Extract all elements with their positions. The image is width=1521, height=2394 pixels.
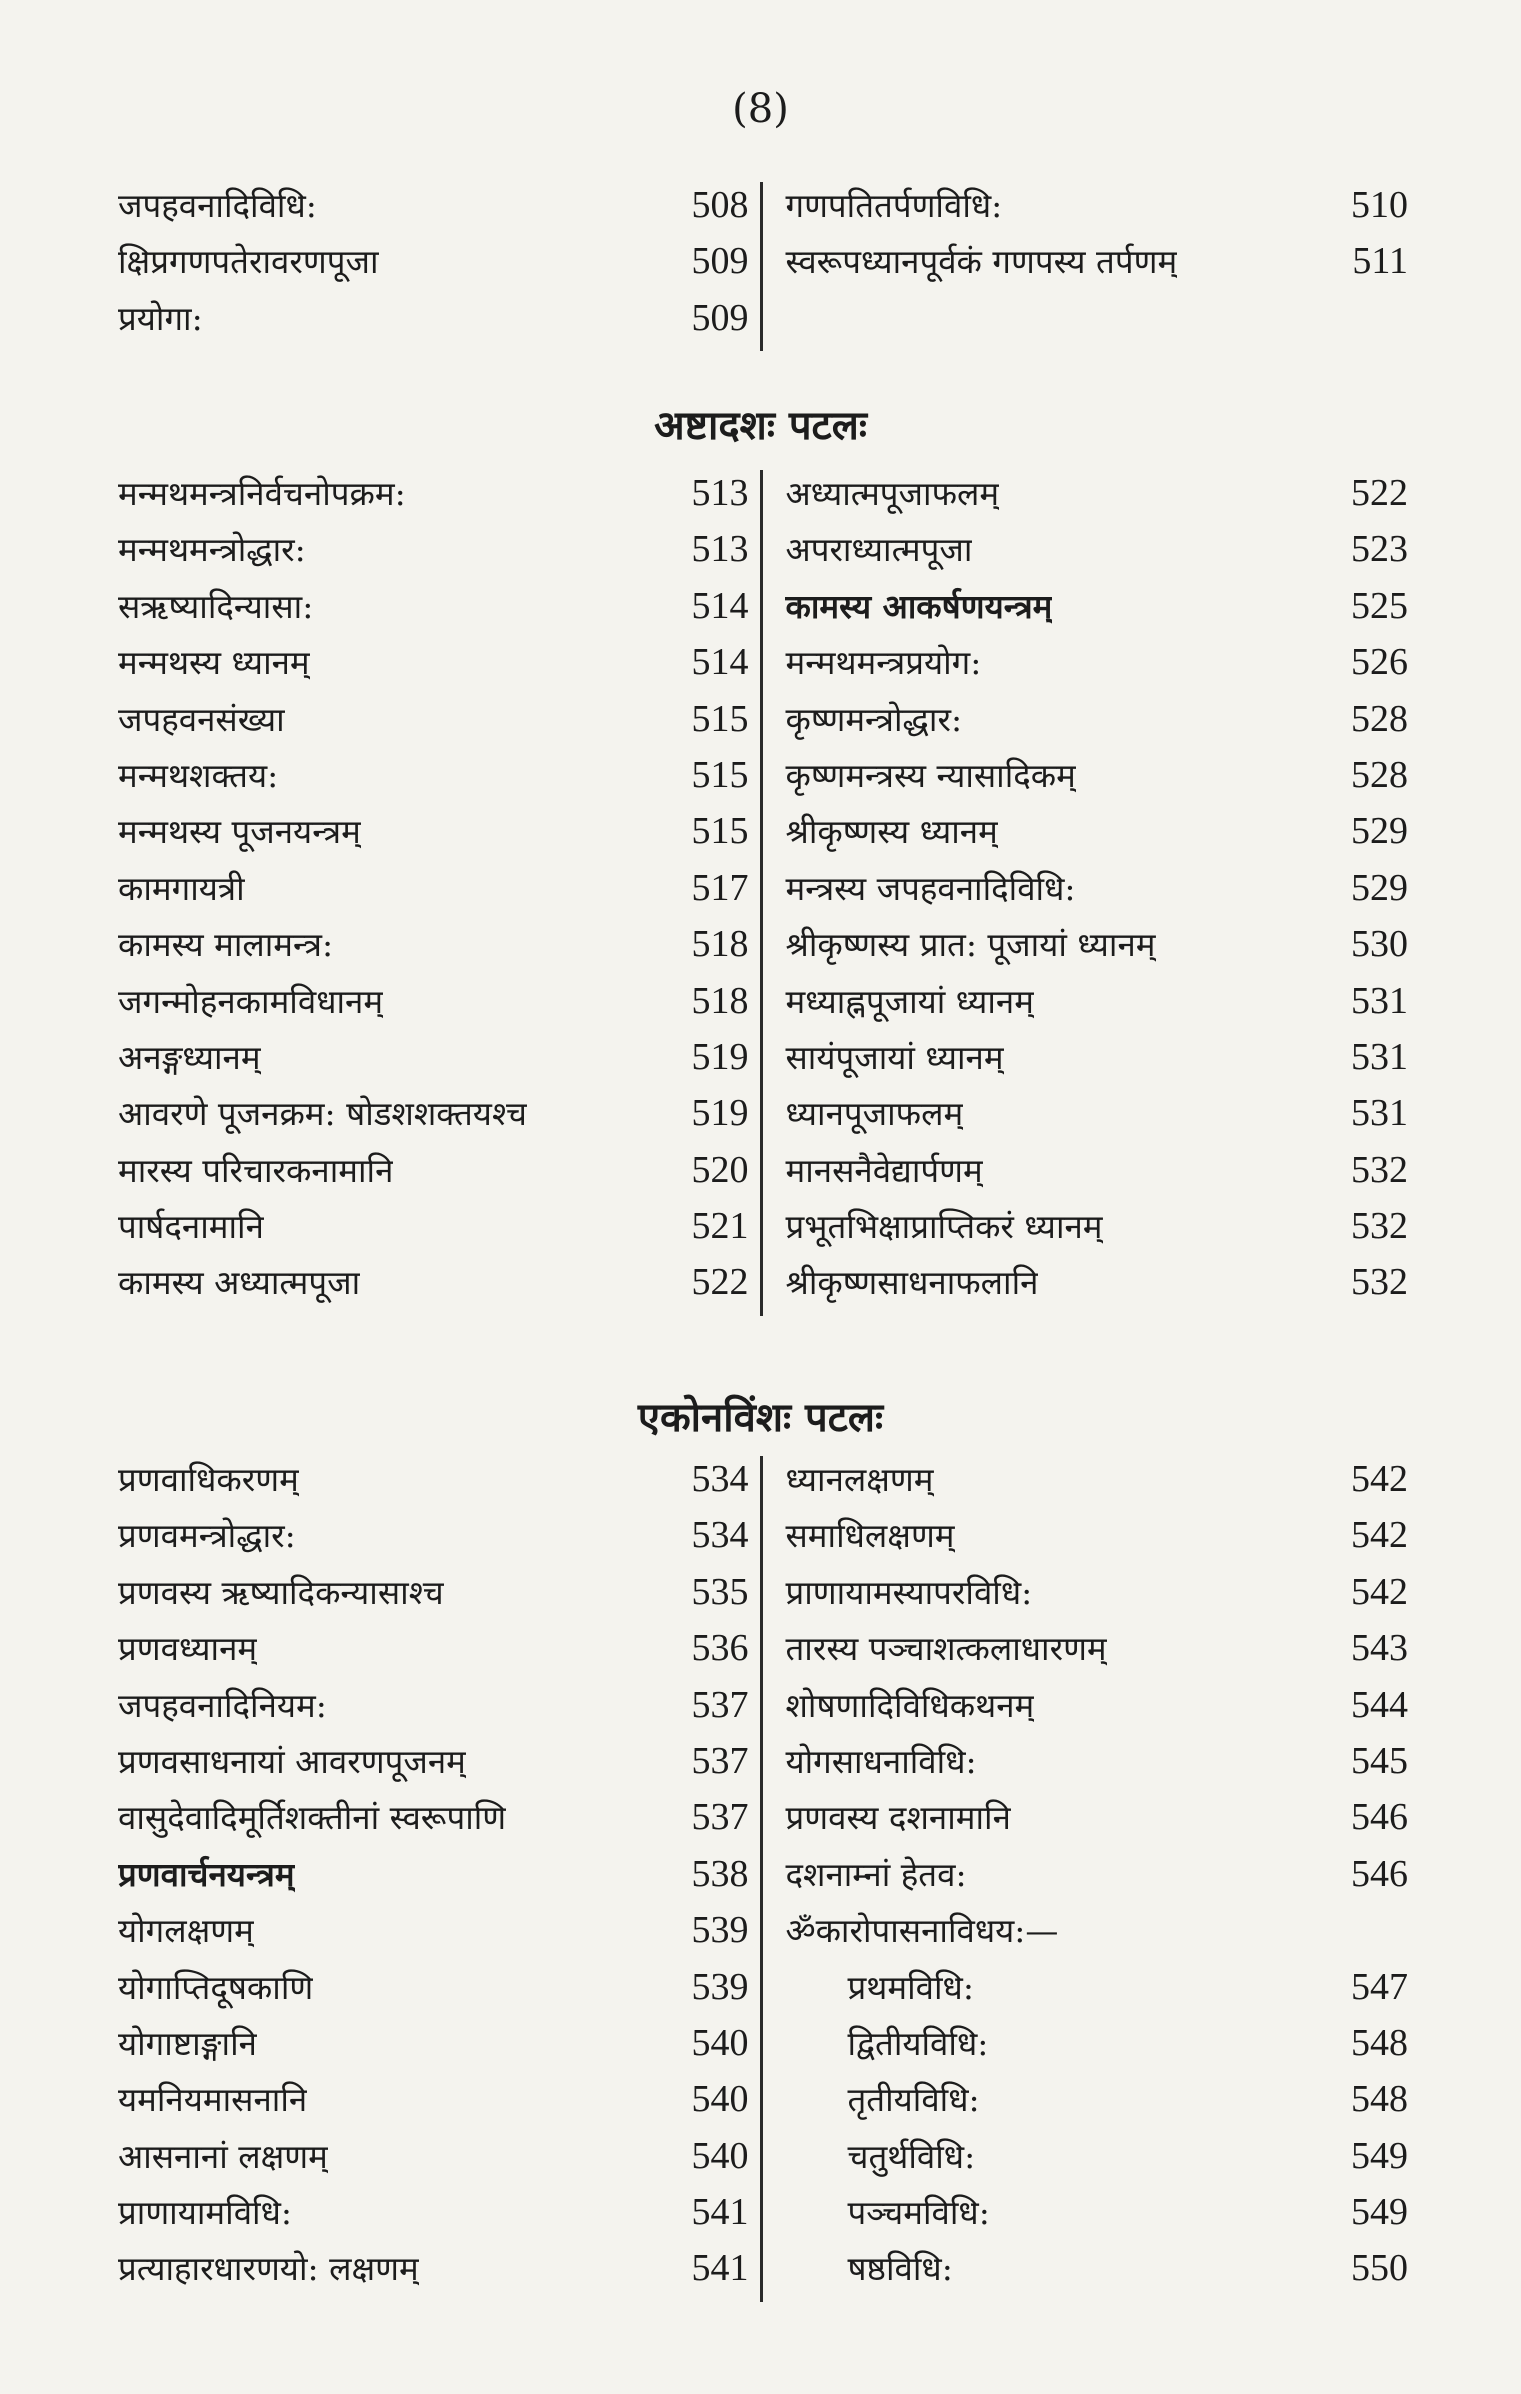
entry-title: प्रणवध्यानम्: [118, 1629, 258, 1669]
toc-entry: [118, 1964, 748, 2020]
toc-entry: [785, 182, 1408, 238]
toc-entry: [118, 182, 748, 238]
entry-title: शोषणादिविधिकथनम्: [785, 1685, 1035, 1725]
toc-entry: [785, 1964, 1408, 2020]
entry-title: प्राणायामविधि:: [118, 2193, 293, 2233]
toc-entry: [118, 1625, 748, 1681]
toc-entry: [118, 808, 748, 864]
toc-entry: [118, 1512, 748, 1568]
toc-entry: [785, 1512, 1408, 1568]
entry-page: 542: [1351, 1514, 1408, 1557]
toc-entry: [785, 1738, 1408, 1794]
entry-title: स्वरूपध्यानपूर्वकं गणपस्य तर्पणम्: [785, 242, 1178, 282]
toc-entry: [785, 696, 1408, 752]
entry-page: 548: [1351, 2021, 1408, 2064]
toc-right-column: [763, 470, 1408, 1316]
entry-page: 515: [691, 753, 749, 796]
toc-entry: [118, 752, 748, 808]
entry-title: गणपतितर्पणविधि:: [785, 186, 1003, 225]
toc-entry: [118, 2076, 748, 2132]
toc-entry: [785, 238, 1408, 294]
entry-page: 521: [691, 1205, 749, 1248]
entry-title: जपहवनादिविधि:: [118, 186, 317, 225]
entry-page: 539: [691, 1909, 749, 1952]
toc-section-18: [118, 470, 1408, 1316]
entry-title: मानसनैवेद्यार्पणम्: [785, 1150, 983, 1190]
entry-page: 540: [691, 2021, 749, 2064]
toc-entry: [785, 865, 1408, 921]
entry-title: मन्मथस्य ध्यानम्: [118, 643, 310, 683]
entry-page: 539: [691, 1965, 749, 2008]
entry-title: मन्मथशक्तय:: [118, 755, 279, 795]
entry-title: कृष्णमन्त्रोद्धार:: [785, 699, 963, 739]
toc-right-column: [763, 1456, 1408, 2302]
page-number: (8): [732, 86, 789, 132]
entry-page: 546: [1351, 1796, 1408, 1839]
entry-title: जपहवनसंख्या: [118, 699, 285, 739]
entry-title: कृष्णमन्त्रस्य न्यासादिकम्: [785, 755, 1076, 795]
toc-left-column: [118, 182, 763, 351]
toc-entry: [785, 978, 1408, 1034]
entry-title: कामस्य मालामन्त्र:: [118, 925, 334, 965]
entry-page: 537: [691, 1739, 749, 1782]
entry-title: मन्मथस्य पूजनयन्त्रम्: [118, 812, 361, 852]
toc-entry: [785, 2133, 1408, 2189]
entry-title: प्रणवार्चनयन्त्रम्: [118, 1854, 295, 1894]
entry-title: योगसाधनाविधि:: [785, 1741, 977, 1781]
toc-entry: [118, 583, 748, 639]
toc-section-continued: [118, 182, 1408, 351]
entry-page: 525: [1351, 584, 1408, 627]
toc-entry: [785, 583, 1408, 639]
entry-page: 511: [1352, 240, 1408, 283]
entry-page: 509: [691, 296, 749, 339]
toc-entry: [118, 526, 748, 582]
entry-page: 541: [691, 2247, 749, 2290]
entry-title: दशनाम्नां हेतव:: [785, 1854, 967, 1894]
entry-title: मन्मथमन्त्रोद्धार:: [118, 530, 306, 570]
toc-entry: [785, 1456, 1408, 1512]
entry-page: 530: [1351, 923, 1408, 966]
entry-page: 515: [691, 810, 749, 853]
entry-title: सायंपूजायां ध्यानम्: [785, 1037, 1004, 1077]
entry-title: तारस्य पञ्चाशत्कलाधारणम्: [785, 1629, 1107, 1669]
entry-page: 513: [691, 528, 749, 571]
toc-entry: [118, 238, 748, 294]
toc-entry: [118, 1569, 748, 1625]
toc-entry: [118, 2189, 748, 2245]
toc-entry: [785, 1203, 1408, 1259]
toc-entry: [785, 526, 1408, 582]
toc-entry: [785, 470, 1408, 526]
entry-title: प्रणवस्य दशनामानि: [785, 1798, 1011, 1838]
toc-entry: [118, 639, 748, 695]
toc-entry: [118, 1794, 748, 1850]
entry-page: 540: [691, 2078, 749, 2121]
toc-entry: [118, 1259, 748, 1315]
entry-title: पार्षदनामानि: [118, 1207, 264, 1247]
entry-page: 522: [1351, 472, 1408, 514]
entry-page: 536: [691, 1627, 749, 1670]
entry-page: 529: [1351, 866, 1408, 909]
entry-title: अपराध्यात्मपूजा: [785, 530, 973, 570]
entry-page: 509: [691, 240, 749, 283]
entry-page: 514: [691, 641, 749, 684]
entry-page: 518: [691, 979, 749, 1022]
entry-page: 542: [1351, 1458, 1408, 1500]
entry-title: वासुदेवादिमूर्तिशक्तीनां स्वरूपाणि: [118, 1798, 507, 1838]
toc-entry: [785, 2020, 1408, 2076]
entry-page: 508: [691, 184, 749, 226]
entry-title: योगाष्टाङ्गानि: [118, 2023, 257, 2063]
entry-title: कामगायत्री: [118, 868, 245, 908]
entry-title: श्रीकृष्णस्य ध्यानम्: [785, 812, 998, 852]
entry-page: 542: [1351, 1570, 1408, 1613]
entry-title: मन्मथमन्त्रनिर्वचनोपक्रम:: [118, 474, 406, 513]
toc-entry: [118, 1907, 748, 1963]
toc-left-column: [118, 470, 763, 1316]
toc-entry: [118, 2020, 748, 2076]
entry-title: अनङ्गध्यानम्: [118, 1037, 261, 1077]
entry-title: सऋष्यादिन्यासा:: [118, 586, 314, 626]
entry-title: प्रणवस्य ऋष्यादिकन्यासाश्च: [118, 1572, 444, 1612]
entry-title: मन्त्रस्य जपहवनादिविधि:: [785, 868, 1076, 908]
toc-entry: [118, 1034, 748, 1090]
entry-title: चतुर्थविधि:: [847, 2136, 976, 2176]
toc-entry: [118, 921, 748, 977]
toc-left-column: [118, 1456, 763, 2302]
entry-page: 548: [1351, 2078, 1408, 2121]
toc-entry: [118, 1456, 748, 1512]
entry-page: 532: [1351, 1261, 1408, 1304]
toc-entry: [118, 978, 748, 1034]
entry-title: अध्यात्मपूजाफलम्: [785, 474, 1000, 513]
toc-entry: [785, 1147, 1408, 1203]
toc-entry: [118, 1147, 748, 1203]
entry-title: तृतीयविधि:: [847, 2080, 980, 2120]
section-heading-18: अष्टादशः पटलः: [654, 402, 867, 449]
toc-entry: [118, 865, 748, 921]
entry-title: मध्याह्नपूजायां ध्यानम्: [785, 981, 1034, 1021]
entry-title: प्रत्याहारधारणयो: लक्षणम्: [118, 2249, 419, 2289]
entry-page: 538: [691, 1852, 749, 1895]
entry-title: प्रयोगा:: [118, 298, 203, 338]
entry-page: 537: [691, 1683, 749, 1726]
entry-page: 522: [691, 1261, 749, 1304]
entry-page: 547: [1351, 1965, 1408, 2008]
entry-title: प्रणवसाधनायां आवरणपूजनम्: [118, 1741, 466, 1781]
toc-entry: [118, 470, 748, 526]
toc-entry: [785, 921, 1408, 977]
entry-page: 534: [691, 1458, 749, 1500]
toc-entry: [785, 2189, 1408, 2245]
toc-entry: [118, 1851, 748, 1907]
entry-page: 531: [1351, 1092, 1408, 1135]
entry-title: श्रीकृष्णस्य प्रात: पूजायां ध्यानम्: [785, 925, 1156, 965]
toc-entry: [118, 2133, 748, 2189]
entry-page: 523: [1351, 528, 1408, 571]
section-heading-19: एकोनविंशः पटलः: [637, 1394, 884, 1441]
toc-entry: [785, 1034, 1408, 1090]
entry-page: 535: [691, 1570, 749, 1613]
toc-entry: [785, 1259, 1408, 1315]
toc-entry: [118, 1682, 748, 1738]
entry-title: आवरणे पूजनक्रम: षोडशशक्तयश्च: [118, 1094, 527, 1134]
entry-title: योगलक्षणम्: [118, 1911, 254, 1951]
entry-title: योगाप्तिदूषकाणि: [118, 1967, 314, 2007]
entry-page: 545: [1351, 1739, 1408, 1782]
entry-title: जपहवनादिनियम:: [118, 1685, 327, 1725]
entry-page: 510: [1351, 184, 1408, 226]
entry-page: 532: [1351, 1148, 1408, 1191]
entry-page: 534: [691, 1514, 749, 1557]
toc-entry: [785, 808, 1408, 864]
toc-entry: [785, 639, 1408, 695]
toc-entry: [118, 1738, 748, 1794]
entry-title: ॐकारोपासनाविधय:—: [785, 1911, 1059, 1951]
toc-entry: [118, 696, 748, 752]
entry-title: यमनियमासनानि: [118, 2080, 308, 2120]
toc-entry: [785, 2076, 1408, 2132]
entry-title: ध्यानपूजाफलम्: [785, 1094, 964, 1134]
entry-title: कामस्य अध्यात्मपूजा: [118, 1263, 361, 1303]
entry-page: 520: [691, 1148, 749, 1191]
entry-page: 544: [1351, 1683, 1408, 1726]
entry-page: 540: [691, 2134, 749, 2177]
toc-entry: [785, 752, 1408, 808]
entry-page: 543: [1351, 1627, 1408, 1670]
toc-section-19: [118, 1456, 1408, 2302]
toc-entry: [118, 1090, 748, 1146]
entry-title: प्रभूतभिक्षाप्राप्तिकरं ध्यानम्: [785, 1207, 1103, 1247]
toc-entry: [785, 1851, 1408, 1907]
toc-entry: [785, 1682, 1408, 1738]
entry-title: पञ्चमविधि:: [847, 2193, 990, 2233]
entry-title: प्राणायामस्यापरविधि:: [785, 1572, 1033, 1612]
entry-page: 529: [1351, 810, 1408, 853]
entry-title: द्वितीयविधि:: [847, 2023, 989, 2063]
entry-title: क्षिप्रगणपतेरावरणपूजा: [118, 242, 379, 282]
entry-page: 532: [1351, 1205, 1408, 1248]
entry-page: 526: [1351, 641, 1408, 684]
entry-page: 515: [691, 697, 749, 740]
entry-page: 549: [1351, 2191, 1408, 2234]
entry-title: श्रीकृष्णसाधनाफलानि: [785, 1263, 1039, 1303]
toc-entry: [118, 295, 748, 351]
entry-title: समाधिलक्षणम्: [785, 1516, 955, 1556]
toc-entry: [785, 1569, 1408, 1625]
entry-page: 528: [1351, 753, 1408, 796]
entry-page: 550: [1351, 2247, 1408, 2290]
entry-page: 546: [1351, 1852, 1408, 1895]
entry-page: 519: [691, 1092, 749, 1135]
entry-page: 541: [691, 2191, 749, 2234]
toc-entry: [785, 2245, 1408, 2301]
entry-title: षष्ठविधि:: [847, 2249, 953, 2289]
entry-title: ध्यानलक्षणम्: [785, 1460, 934, 1499]
toc-entry: [118, 2245, 748, 2301]
entry-title: कामस्य आकर्षणयन्त्रम्: [785, 586, 1053, 626]
entry-page: 513: [691, 472, 749, 514]
entry-page: 537: [691, 1796, 749, 1839]
entry-page: 549: [1351, 2134, 1408, 2177]
entry-page: 514: [691, 584, 749, 627]
entry-title: आसनानां लक्षणम्: [118, 2136, 328, 2176]
toc-subheading: [785, 1907, 1408, 1963]
toc-entry: [118, 1203, 748, 1259]
entry-page: 528: [1351, 697, 1408, 740]
entry-title: मारस्य परिचारकनामानि: [118, 1150, 394, 1190]
entry-page: 517: [691, 866, 749, 909]
toc-entry: [785, 1625, 1408, 1681]
entry-title: प्रणवमन्त्रोद्धार:: [118, 1516, 296, 1556]
entry-page: 531: [1351, 979, 1408, 1022]
entry-page: 519: [691, 1035, 749, 1078]
toc-entry: [785, 1794, 1408, 1850]
entry-page: 531: [1351, 1035, 1408, 1078]
toc-right-column: [763, 182, 1408, 351]
entry-title: मन्मथमन्त्रप्रयोग:: [785, 643, 982, 683]
entry-title: प्रणवाधिकरणम्: [118, 1460, 299, 1499]
entry-page: 518: [691, 923, 749, 966]
toc-entry: [785, 1090, 1408, 1146]
entry-title: प्रथमविधि:: [847, 1967, 974, 2007]
entry-title: जगन्मोहनकामविधानम्: [118, 981, 384, 1021]
